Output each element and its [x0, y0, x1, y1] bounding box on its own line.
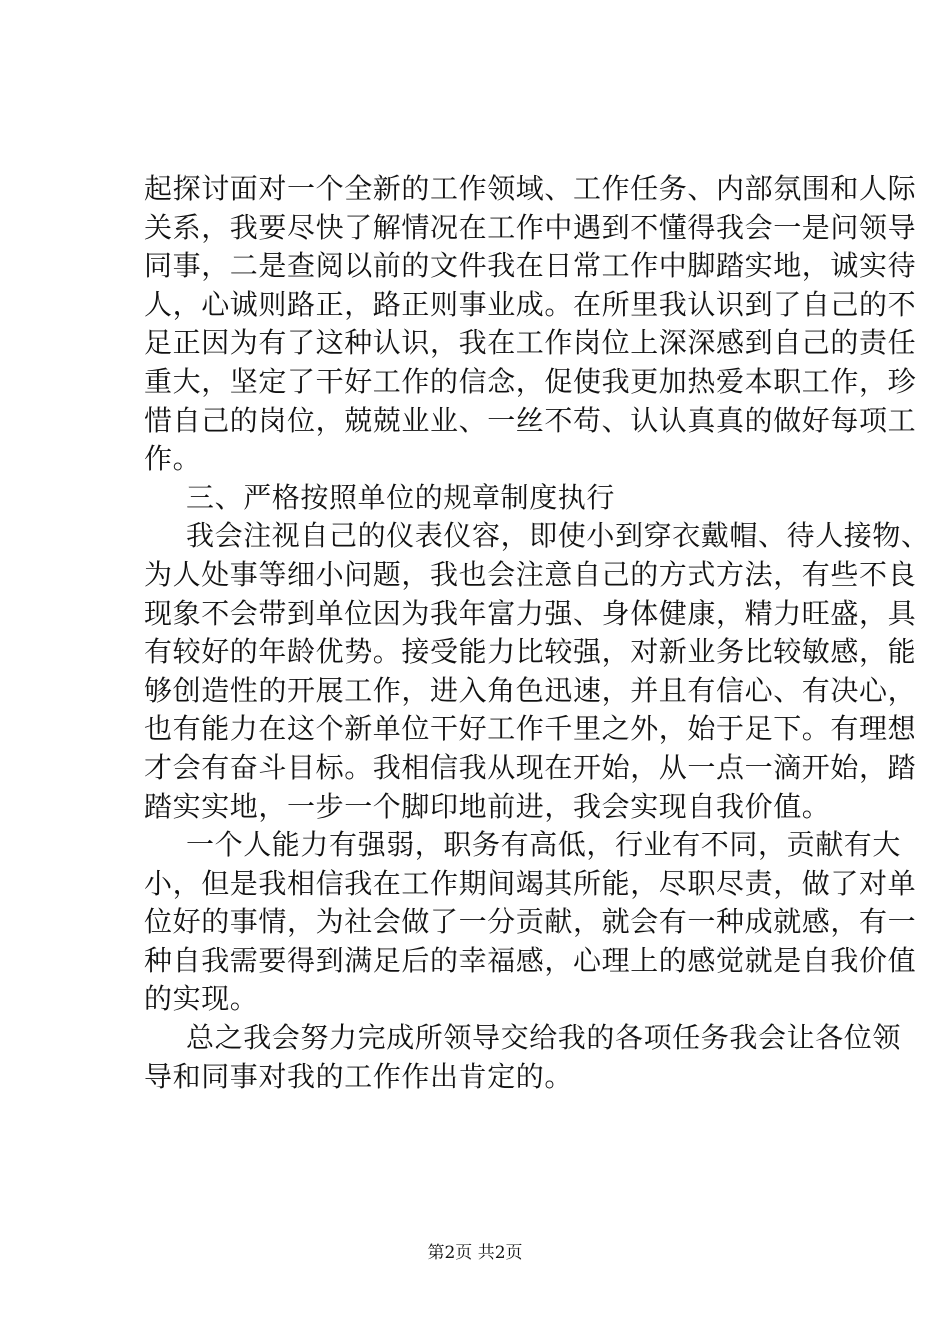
text-line: 种自我需要得到满足后的幸福感，心理上的感觉就是自我价值 — [144, 943, 917, 977]
text-line: 现象不会带到单位因为我年富力强、身体健康，精力旺盛，具 — [144, 596, 917, 630]
text-line: 人，心诚则路正，路正则事业成。在所里我认识到了自己的不 — [144, 287, 917, 321]
text-line: 的实现。 — [144, 982, 259, 1016]
text-line: 同事，二是查阅以前的文件我在日常工作中脚踏实地，诚实待 — [144, 249, 917, 283]
page-number-footer: 第2页 共2页 — [427, 1243, 523, 1263]
text-line: 踏实实地，一步一个脚印地前进，我会实现自我价值。 — [144, 789, 831, 823]
text-line: 一个人能力有强弱，职务有高低，行业有不同，贡献有大 — [186, 828, 902, 862]
section-heading: 三、严格按照单位的规章制度执行 — [186, 480, 616, 514]
text-line: 才会有奋斗目标。我相信我从现在开始，从一点一滴开始，踏 — [144, 750, 917, 784]
text-line: 导和同事对我的工作作出肯定的。 — [144, 1059, 574, 1093]
text-line: 也有能力在这个新单位干好工作千里之外，始于足下。有理想 — [144, 712, 917, 746]
text-line: 起探讨面对一个全新的工作领域、工作任务、内部氛围和人际 — [144, 172, 917, 205]
text-line: 有较好的年龄优势。接受能力比较强，对新业务比较敏感，能 — [144, 635, 917, 669]
text-line: 为人处事等细小问题，我也会注意自己的方式方法，有些不良 — [144, 557, 917, 591]
text-line: 我会注视自己的仪表仪容，即使小到穿衣戴帽、待人接物、 — [186, 519, 930, 553]
text-line: 重大，坚定了干好工作的信念，促使我更加热爱本职工作，珍 — [144, 364, 917, 398]
text-line: 作。 — [144, 442, 202, 476]
text-line: 位好的事情，为社会做了一分贡献，就会有一种成就感，有一 — [144, 905, 917, 939]
text-line: 足正因为有了这种认识，我在工作岗位上深深感到自己的责任 — [144, 326, 917, 360]
document-body — [144, 170, 930, 1096]
text-line: 惜自己的岗位，兢兢业业、一丝不苟、认认真真的做好每项工 — [144, 403, 917, 437]
text-line: 总之我会努力完成所领导交给我的各项任务我会让各位领 — [186, 1021, 902, 1055]
text-line: 关系，我要尽快了解情况在工作中遇到不懂得我会一是问领导 — [144, 210, 917, 244]
text-line: 小，但是我相信我在工作期间竭其所能，尽职尽责，做了对单 — [144, 866, 917, 900]
text-line: 够创造性的开展工作，进入角色迅速，并且有信心、有决心， — [144, 673, 917, 707]
